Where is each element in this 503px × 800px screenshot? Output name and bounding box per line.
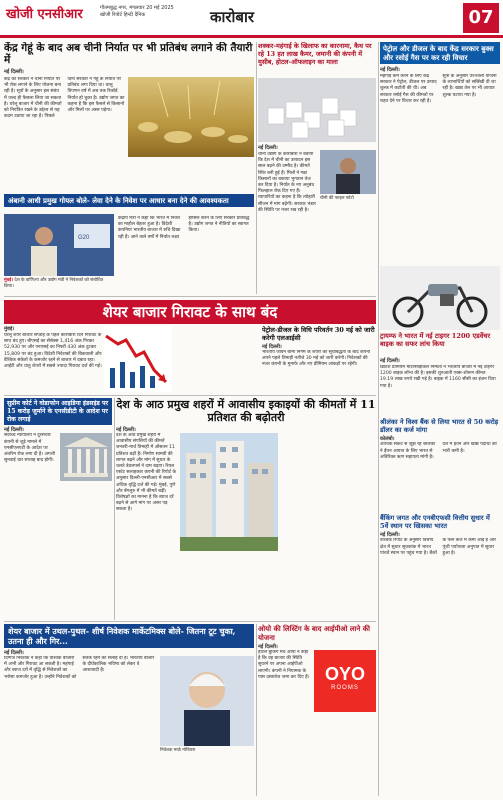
story-byline: नई दिल्ली।	[4, 427, 24, 434]
row-divider	[4, 296, 376, 297]
story-body: देश के आठ प्रमुख शहरों में आवासीय संपत्तियों की कीमतें जनवरी-मार्च तिमाही में औसतन 11 प्रतिशत बढ़ी हैं। निर्माण सामग्री की लागत बढ़ने और मांग में सुधार के चलते डेवलपर्स ने दाम बढ़ाए। रियल एस्टेट सलाहकार कंपनी की रिपोर्ट के अनुसार दिल्ली-एनसीआर में सबसे अधिक वृद्धि दर्ज की गई। मुंबई, पुणे और बेंगलुरु में भी कीमतें बढ़ीं। विशेषज्ञों का मानना है कि ब्याज दरें बढ़ने से आगे मांग पर असर पड़ सकता है।	[116, 433, 176, 513]
story-headline: श्रीलंका ने विश्व बैंक से लिया भारत से 50 करोड़ डॉलर का कर्ज मांगा	[380, 418, 499, 435]
section-title: कारोबार	[210, 8, 255, 26]
photo-caption: निवेशक मार्क मोबियस	[160, 748, 196, 753]
row-divider	[4, 621, 376, 622]
story-headline: पेट्रोल-डीजल के विधि परिवर्तन 30 मई को जारी करेगी एलआईसी	[262, 326, 375, 342]
story-triumph	[380, 266, 500, 414]
investor-portrait-image	[160, 656, 254, 746]
story-petrol	[380, 42, 500, 262]
story-body: वैश्विक रिपोर्ट के अनुसार वित्तीय क्षेत्र में सुधार सूचकांक में भारत पांचवें स्थान पर पहुंच गया है। बैंकों के फंसे कर्ज में कमी आई है और पूंजी पर्याप्तता अनुपात में सुधार हुआ है।	[380, 538, 497, 556]
story-byline: कोलंबो।	[380, 436, 395, 443]
story-headline: सुप्रीम कोर्ट ने वोडाफोन आइडिया इंडसइंड पर 15 करोड़ जुर्माने के एनसीडीटी के आदेश पर रोक लगाई	[7, 400, 108, 423]
oyo-logo-sub: ROOMS	[331, 685, 359, 691]
falling-chart-image	[104, 326, 172, 392]
story-body-continued	[128, 159, 254, 192]
investor-photo	[160, 656, 254, 746]
story-byline: नई दिल्ली।	[380, 67, 400, 73]
story-byline: नई दिल्ली।	[258, 145, 278, 151]
oyo-logo-text: OYO	[324, 664, 365, 684]
story-goyal	[4, 194, 254, 294]
story-bank	[380, 514, 500, 614]
story-body: चीनी उद्योग के कारोबारी ने बताया कि देश में चीनी का उत्पादन इस साल बढ़ने की उम्मीद है। कीमतें स्थिर बनी हुई हैं। मिलों ने गन्ना किसानों का बकाया भुगतान तेज कर दिया है। निर्यात के नए अनुबंध फिलहाल रोक दिए गए हैं। व्यापारियों का कहना है कि त्योहारी सीजन में मांग बढ़ेगी। सरकार भंडार की स्थिति पर नजर रख रही है।	[258, 152, 316, 213]
story-body-continued	[380, 618, 500, 796]
story-body: सर्वोच्च न्यायालय ने दूरसंचार कंपनी से जुड़े मामले में एनसीएलएटी के आदेश पर अंतरिम रोक लगा दी है। अगली सुनवाई चार सप्ताह बाद होगी।	[4, 433, 55, 464]
photo-caption: चीनी की फाइल फोटो	[320, 196, 354, 201]
story-headline: पेट्रोल और डीजल के बाद केंद्र सरकार बुक्स और रसोई गैस पर कर रही विचार	[383, 44, 494, 62]
story-headline: शक्कर-महंगाई के खिलाफ का कारनामा, कैथ पर रहे 13 हत लाख कैमर, जमानी की कंपनी में मुसीब, होटल-ऑफलाइन का माला	[258, 42, 372, 66]
story-body: केंद्र की सरकार ने चीनी निर्यात पर भी रोक लगाने के लिए योजना बना रही है। सूत्रों के अनुसार इस संबंध में जल्द ही फैसला लिया जा सकता है। घरेलू बाजार में चीनी की कीमतों को नियंत्रित रखने के उद्देश्य से यह कदम उठाया जा रहा है। पिछले दिनों सरकार ने गेहूं के निर्यात पर प्रतिबंध लगा दिया था। चालू विपणन वर्ष में अब तक रिकॉर्ड निर्यात हो चुका है। उद्योग जगत का कहना है कि इस फैसले से किसानों और मिलों पर असर पड़ेगा।	[4, 77, 125, 120]
wheat-grain-image	[128, 77, 254, 157]
person-photo	[320, 150, 376, 194]
story-headline: ट्रायम्फ ने भारत में नई टाइगर 1200 एडवेंचर बाइक का सफर लांच किया	[380, 332, 491, 348]
column-divider	[256, 624, 257, 796]
story-body: केंद्रीय मंत्री ने कहा कि भारत में निवेश का माहौल बेहतर हुआ है। विदेशी कंपनियां भारतीय बाजार में रुचि दिखा रही हैं। आने वाले वर्षों में निर्यात लक्ष्य हासिल करने के लिए सरकार प्रतिबद्ध है। उद्योग जगत ने नीतियों का स्वागत किया।	[118, 216, 250, 240]
sugar-cubes-image	[258, 78, 376, 142]
story-headline: देश के आठ प्रमुख शहरों में आवासीय इकाइयों की कीमतों में 11 प्रतिशत की बढ़ोतरी	[116, 398, 376, 424]
column-divider	[378, 42, 379, 796]
sugar-photo	[258, 78, 376, 142]
story-headline: ओयो की लिस्टिंग के बाद आईपीओ लाने की योजना	[258, 624, 370, 642]
story-body: आर्थिक संकट से जूझ रहे श्रीलंका ने ईंधन आयात के लिए भारत से अतिरिक्त ऋण सहायता मांगी है। देश में ईंधन और खाद्य पदार्थों की भारी कमी है।	[380, 442, 497, 460]
minister-figure	[4, 214, 114, 276]
motorcycle-image	[380, 266, 500, 330]
court-building-image	[60, 433, 112, 481]
caption-label: मुंबई।	[4, 278, 13, 283]
story-body-continued	[314, 716, 376, 796]
story-body-continued	[282, 433, 376, 613]
court-photo	[60, 433, 112, 481]
story-mobius	[4, 624, 254, 796]
story-housing	[116, 398, 376, 620]
masthead	[0, 0, 503, 38]
story-body: घरेलू शेयर बाजार सप्ताह के पहले कारोबारी दिन गिरावट के साथ बंद हुए। बीएसई का सेंसेक्स 1,416 अंक गिरकर 52,930 पर और एनएसई का निफ्टी 430 अंक टूटकर 15,809 पर बंद हुआ। विदेशी निवेशकों की बिकवाली और वैश्विक संकेतों के कमजोर रहने से बाजार में दबाव रहा। आईटी और धातु शेयरों में सबसे ज्यादा गिरावट दर्ज की गई।	[4, 333, 102, 370]
story-srilanka	[380, 418, 500, 510]
story-lic	[262, 326, 376, 392]
story-byline: नई दिल्ली।	[380, 358, 400, 364]
story-headline: अंबानी आधी प्रमुख गोयल बोले- लेवा देने के निवेश पर आधार बना देने की आवश्यकता	[8, 196, 229, 205]
edition-info	[100, 5, 174, 19]
brand-title: खोजी एनसीआर	[6, 7, 83, 22]
story-byline: नई दिल्ली।	[116, 427, 136, 433]
person-image	[320, 150, 376, 194]
bike-photo	[380, 266, 500, 330]
story-supreme-court	[4, 398, 112, 548]
edition-date: गौतमबुद्ध नगर, मंगलवार 20 मई 2025	[100, 5, 174, 11]
svg-text:G20: G20	[78, 235, 90, 241]
row-divider	[4, 395, 376, 396]
market-banner-headline: शेयर बाजार गिरावट के साथ बंद	[4, 300, 376, 324]
story-byline: नई दिल्ली।	[4, 650, 24, 656]
story-byline: नई दिल्ली।	[380, 532, 400, 539]
page-number: 07	[463, 3, 499, 33]
column-divider	[256, 42, 257, 294]
story-sugar	[258, 42, 376, 290]
story-oyo	[258, 624, 376, 796]
buildings-photo	[180, 433, 278, 551]
story-headline: केंद्र गेहूं के बाद अब चीनी निर्यात पर भी प्रतिबंध लगाने की तैयारी में	[4, 42, 253, 66]
story-body: दिग्गज निवेशक ने कहा कि वैश्विक बाजारों में अभी और गिरावट आ सकती है। महंगाई और ब्याज दरों में वृद्धि से निवेशकों का भरोसा कमजोर हुआ है। उन्होंने निवेशकों को सतर्क रहने की सलाह दी है। भारतीय बाजार के दीर्घकालिक भविष्य को लेकर वे आशावादी हैं।	[4, 656, 155, 680]
wheat-photo	[128, 77, 254, 157]
apartment-buildings-image	[180, 433, 278, 551]
story-wheat	[4, 42, 254, 192]
minister-photo	[4, 214, 114, 276]
story-body: होटल बुकिंग मंच ओयो ने कहा है कि वह बाजार की स्थिति सुधरने पर अपना आईपीओ लाएगी। कंपनी ने नियामक के पास दस्तावेज जमा कर दिए हैं।	[258, 650, 310, 680]
column-divider	[114, 398, 115, 620]
story-byline: नई दिल्ली।	[4, 69, 24, 75]
photo-caption	[4, 278, 114, 289]
story-body: महंगाई कम करने के लिए केंद्र सरकार ने पेट्रोल, डीजल पर उत्पाद शुल्क में कटौती की थी। अब सरकार रसोई गैस की कीमतों पर राहत देने पर विचार कर रही है। सूत्रों के अनुसार उज्ज्वला योजना के लाभार्थियों को सब्सिडी दी जा रही है। खाद्य तेल पर भी आयात शुल्क घटाया गया है।	[380, 74, 497, 104]
caption-text: देश के वाणिज्य और उद्योग मंत्री ने निवेशकों को संबोधित किया।	[4, 278, 104, 289]
story-body: ब्रिटिश प्रीमियम मोटरसाइकिल निर्माता ने भारतीय बाजार में नई टाइगर 1200 बाइक लॉन्च की है। इसकी शुरुआती एक्स-शोरूम कीमत 19.19 लाख रुपये रखी गई है। बाइक में 1160 सीसी का इंजन दिया गया है।	[380, 365, 496, 389]
story-headline: बैंकिंग जगत और एनबीएफसी वित्तीय सुधार में 5वें स्थान पर खिसका भारत	[380, 514, 490, 531]
edition-paper: खोजी रिपोर्ट हिन्दी दैनिक	[100, 12, 146, 18]
story-bank-continued	[380, 618, 500, 796]
story-byline: मुंबई।	[4, 326, 15, 332]
story-byline: नई दिल्ली।	[258, 644, 278, 650]
story-headline: शेयर बाजार में उथल-पुथल- शीर्ष निवेशक मार्केटमिक्स बोले- जितना टूट चुका, उतना ही और गिर...	[8, 626, 236, 646]
story-body: भारतीय जीवन बीमा निगम के शेयरों की सूचीबद्धता के बाद कंपनी अपने पहले तिमाही नतीजे 30 मई को जारी करेगी। निवेशकों की नजर कंपनी के मुनाफे और नए प्रीमियम आंकड़ों पर रहेगी।	[262, 350, 370, 368]
market-chart-photo	[104, 326, 172, 392]
story-byline: नई दिल्ली।	[262, 344, 282, 350]
oyo-logo	[314, 650, 376, 712]
